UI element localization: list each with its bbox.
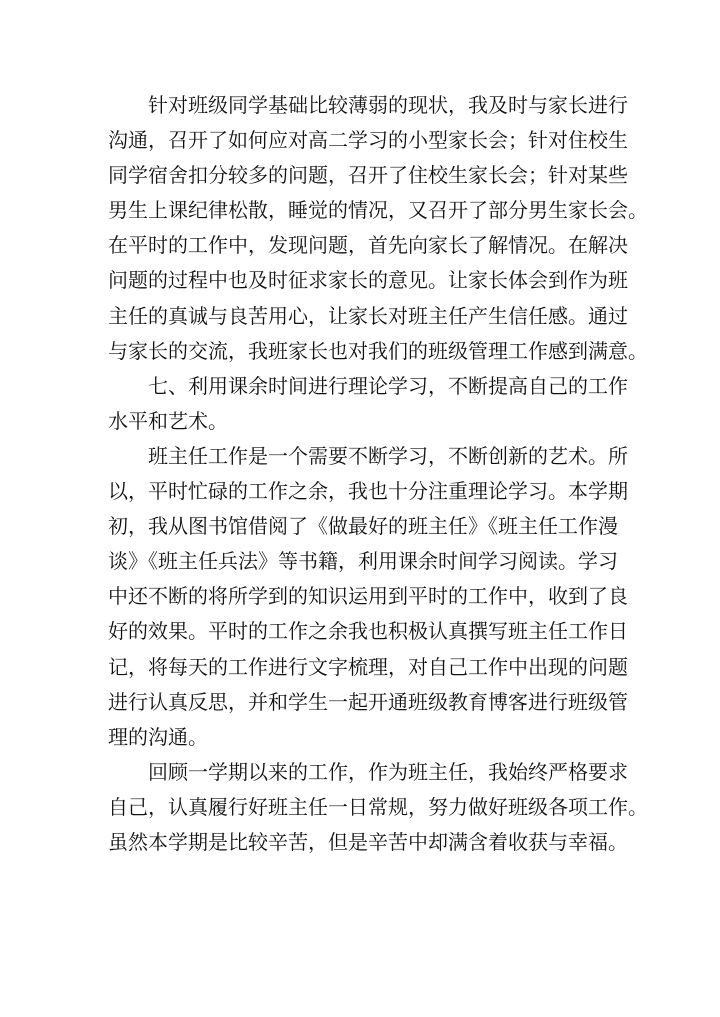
- text-line: 在平时的工作中，发现问题，首先向家长了解情况。在解决: [108, 233, 628, 258]
- text-line: 回顾一学期以来的工作，作为班主任，我始终严格要求: [148, 759, 628, 784]
- text-line: 进行认真反思，并和学生一起开通班级教育博客进行班级管: [108, 689, 628, 714]
- text-line: 七、利用课余时间进行理论学习，不断提高自己的工作: [148, 373, 628, 398]
- document-body: [108, 88, 648, 860]
- text-line: 自己，认真履行好班主任一日常规，努力做好班级各项工作。: [108, 794, 648, 819]
- text-line: 中还不断的将所学到的知识运用到平时的工作中，收到了良: [108, 584, 628, 609]
- text-line: 班主任工作是一个需要不断学习，不断创新的艺术。所: [148, 443, 628, 468]
- text-line: 主任的真诚与良苦用心，让家长对班主任产生信任感。通过: [108, 303, 628, 328]
- text-line: 以，平时忙碌的工作之余，我也十分注重理论学习。本学期: [108, 479, 628, 504]
- text-line: 针对班级同学基础比较薄弱的现状，我及时与家长进行: [148, 93, 628, 117]
- text-line: 初，我从图书馆借阅了《做最好的班主任》《班主任工作漫: [108, 514, 618, 539]
- text-line: 谈》《班主任兵法》等书籍，利用课余时间学习阅读。学习: [108, 549, 618, 574]
- text-line: 同学宿舍扣分较多的问题，召开了住校生家长会；针对某些: [108, 163, 628, 188]
- text-line: 男生上课纪律松散，睡觉的情况，又召开了部分男生家长会。: [108, 198, 648, 223]
- text-line: 与家长的交流，我班家长也对我们的班级管理工作感到满意。: [108, 338, 648, 363]
- text-line: 问题的过程中也及时征求家长的意见。让家长体会到作为班: [108, 268, 628, 293]
- text-line: 沟通，召开了如何应对高二学习的小型家长会；针对住校生: [108, 128, 628, 153]
- text-line: 虽然本学期是比较辛苦，但是辛苦中却满含着收获与幸福。: [108, 829, 628, 854]
- text-line: 记，将每天的工作进行文字梳理，对自己工作中出现的问题: [108, 654, 628, 679]
- text-line: 理的沟通。: [108, 724, 208, 749]
- document-page: [108, 88, 648, 860]
- text-line: 好的效果。平时的工作之余我也积极认真撰写班主任工作日: [108, 619, 628, 644]
- text-line: 水平和艺术。: [108, 408, 228, 433]
